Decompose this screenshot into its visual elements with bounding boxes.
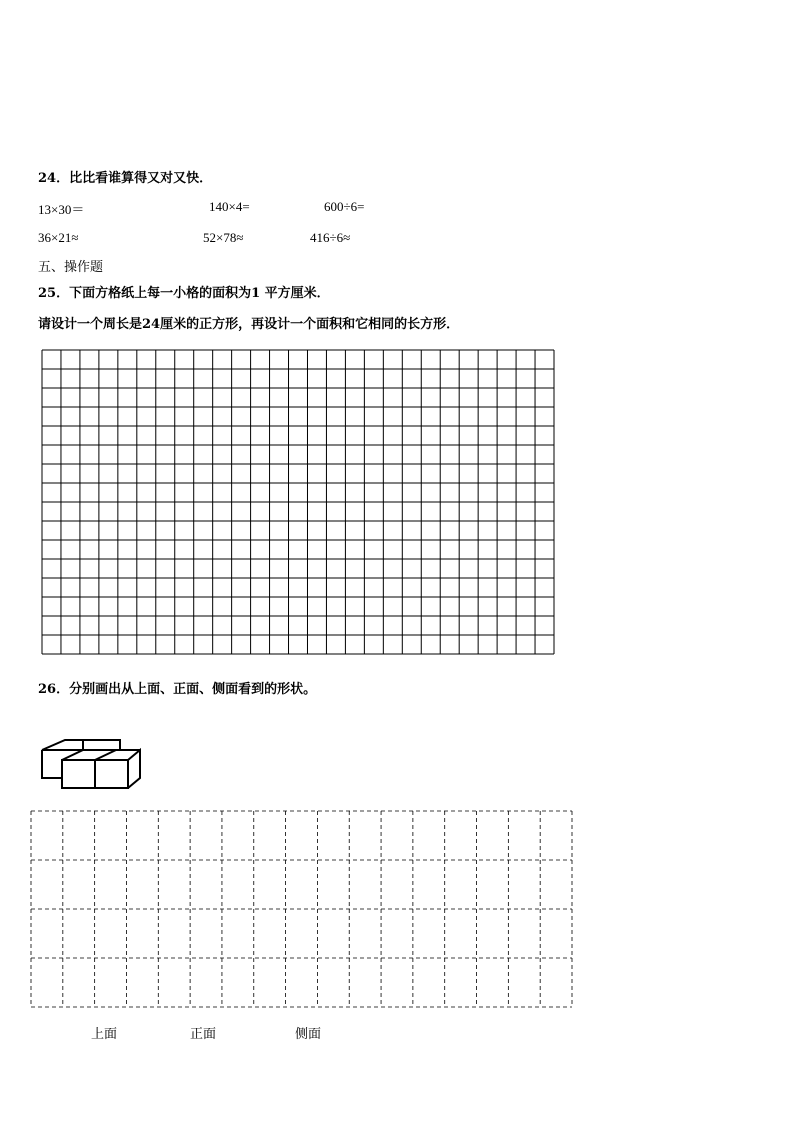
q24-expr-3: 600÷6= <box>324 199 365 214</box>
q24-expr-2: 140×4= <box>209 199 250 214</box>
q24-expr-4: 36×21≈ <box>38 230 79 245</box>
q24-expr-6: 416÷6≈ <box>310 230 351 245</box>
q26-title: 26．分别画出从上面、正面、侧面看到的形状。 <box>38 682 317 697</box>
q24-expr-5: 52×78≈ <box>203 230 244 245</box>
label-top-view: 上面 <box>91 1027 118 1042</box>
q24-title: 24．比比看谁算得又对又快． <box>38 171 213 186</box>
section-title: 五、操作题 <box>38 260 104 275</box>
label-front-view: 正面 <box>190 1027 217 1042</box>
q25-instruction: 请设计一个周长是24厘米的正方形，再设计一个面积和它相同的长方形． <box>38 317 460 332</box>
label-side-view: 侧面 <box>295 1027 322 1042</box>
q24-expr-1: 13×30＝ <box>38 202 85 217</box>
q25-title: 25．下面方格纸上每一小格的面积为1 平方厘米． <box>38 286 330 301</box>
